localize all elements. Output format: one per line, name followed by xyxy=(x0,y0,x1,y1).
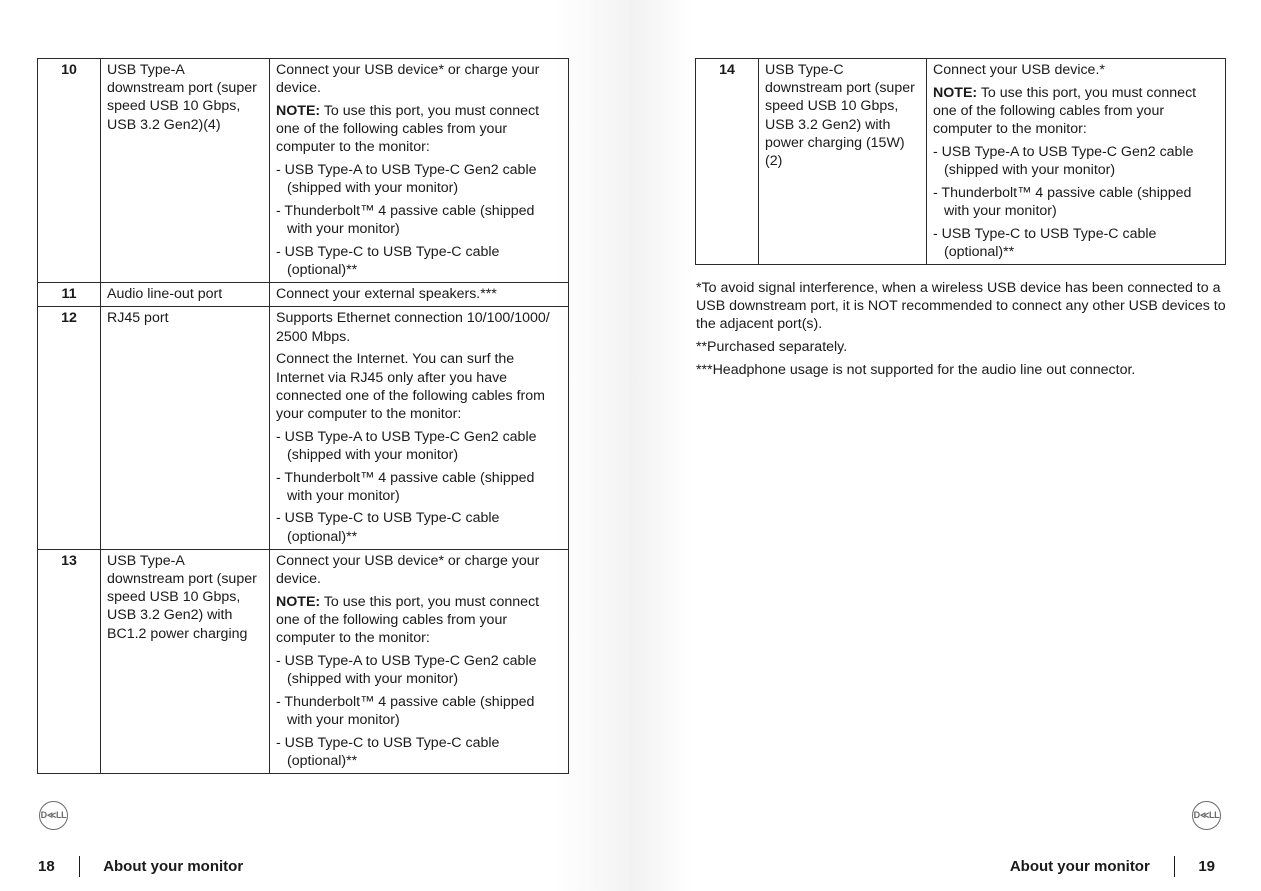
table-row xyxy=(38,59,569,283)
page-footer xyxy=(1010,856,1215,877)
dell-logo-icon: D≪LL xyxy=(39,801,68,830)
note-text: To use this port, you must connect one of the following cables from your computer to the monitor: xyxy=(276,102,540,156)
cable-option: - USB Type-C to USB Type-C cable (optional)** xyxy=(276,510,500,545)
port-description xyxy=(270,307,569,549)
port-name: USB Type-A downstream port (super speed USB 10 Gbps, USB 3.2 Gen2)(4) xyxy=(101,59,270,283)
note-label: NOTE: xyxy=(933,84,978,101)
table-row xyxy=(38,307,569,549)
section-title: About your monitor xyxy=(1009,858,1150,875)
description-text: Connect your USB device* or charge your device. xyxy=(276,62,540,97)
left-page xyxy=(0,0,630,891)
footer-divider xyxy=(1174,856,1176,877)
table-row xyxy=(38,283,569,307)
footnotes xyxy=(696,279,1226,384)
item-number: 13 xyxy=(38,549,101,773)
cable-option: - USB Type-A to USB Type-C Gen2 cable (shipped with your monitor) xyxy=(276,652,537,688)
item-number: 14 xyxy=(696,59,759,265)
note-label: NOTE: xyxy=(276,102,321,119)
port-description xyxy=(270,549,569,773)
description-text: Connect the Internet. You can surf the Internet via RJ45 only after you have connected one of the following cables from your computer to the monitor: xyxy=(276,351,545,422)
section-title: About your monitor xyxy=(103,858,244,875)
dell-logo-icon: D≪LL xyxy=(1192,801,1221,830)
port-name: Audio line-out port xyxy=(101,283,270,307)
footnote: *To avoid signal interference, when a wireless USB device has been connected to a USB downstream port, it is NOT recommended to connect any other USB devices to the adjacent port(s). xyxy=(696,280,1226,333)
page-footer xyxy=(38,856,243,877)
cable-option: - USB Type-C to USB Type-C cable (optional)** xyxy=(276,243,500,279)
page-number: 18 xyxy=(38,858,55,875)
footer-divider xyxy=(79,856,81,877)
page-number: 19 xyxy=(1198,858,1215,875)
cable-option: - Thunderbolt™ 4 passive cable (shipped with your monitor) xyxy=(933,184,1192,219)
cable-option: - USB Type-A to USB Type-C Gen2 cable (shipped with your monitor) xyxy=(933,143,1194,179)
footnote: **Purchased separately. xyxy=(696,339,848,356)
note-text: To use this port, you must connect one of the following cables from your computer to the monitor: xyxy=(933,84,1197,138)
table-row xyxy=(696,59,1226,265)
port-name: RJ45 port xyxy=(101,307,270,549)
port-table xyxy=(37,58,569,774)
item-number: 12 xyxy=(38,307,101,549)
cable-option: - USB Type-A to USB Type-C Gen2 cable (shipped with your monitor) xyxy=(276,428,537,463)
port-description xyxy=(270,283,569,307)
cable-option: - Thunderbolt™ 4 passive cable (shipped with your monitor) xyxy=(276,469,535,504)
note xyxy=(276,593,562,648)
note xyxy=(933,84,1219,139)
cable-option: - USB Type-C to USB Type-C cable (optional)** xyxy=(933,225,1157,260)
cable-option: - USB Type-C to USB Type-C cable (optional)** xyxy=(276,734,500,769)
description-text: Connect your external speakers.*** xyxy=(276,286,497,303)
note xyxy=(276,102,562,157)
note-text: To use this port, you must connect one of the following cables from your computer to the monitor: xyxy=(276,593,540,647)
port-name: USB Type-C downstream port (super speed USB 10 Gbps, USB 3.2 Gen2) with power charging (15W)(2) xyxy=(759,59,927,265)
description-text: Connect your USB device.* xyxy=(933,62,1105,78)
cable-option: - USB Type-A to USB Type-C Gen2 cable (shipped with your monitor) xyxy=(276,162,537,197)
item-number: 10 xyxy=(38,59,101,283)
note-label: NOTE: xyxy=(276,593,321,610)
port-description xyxy=(927,59,1226,265)
port-name: USB Type-A downstream port (super speed USB 10 Gbps, USB 3.2 Gen2) with BC1.2 power charging xyxy=(101,549,270,773)
cable-option: - Thunderbolt™ 4 passive cable (shipped with your monitor) xyxy=(276,202,535,238)
description-text: Supports Ethernet connection 10/100/1000/ 2500 Mbps. xyxy=(276,310,550,345)
item-number: 11 xyxy=(38,283,101,307)
description-text: Connect your USB device* or charge your device. xyxy=(276,552,540,588)
port-table xyxy=(695,58,1226,265)
port-description xyxy=(270,59,569,283)
cable-option: - Thunderbolt™ 4 passive cable (shipped with your monitor) xyxy=(276,693,535,728)
table-row xyxy=(38,549,569,773)
footnote: ***Headphone usage is not supported for the audio line out connector. xyxy=(696,361,1136,378)
